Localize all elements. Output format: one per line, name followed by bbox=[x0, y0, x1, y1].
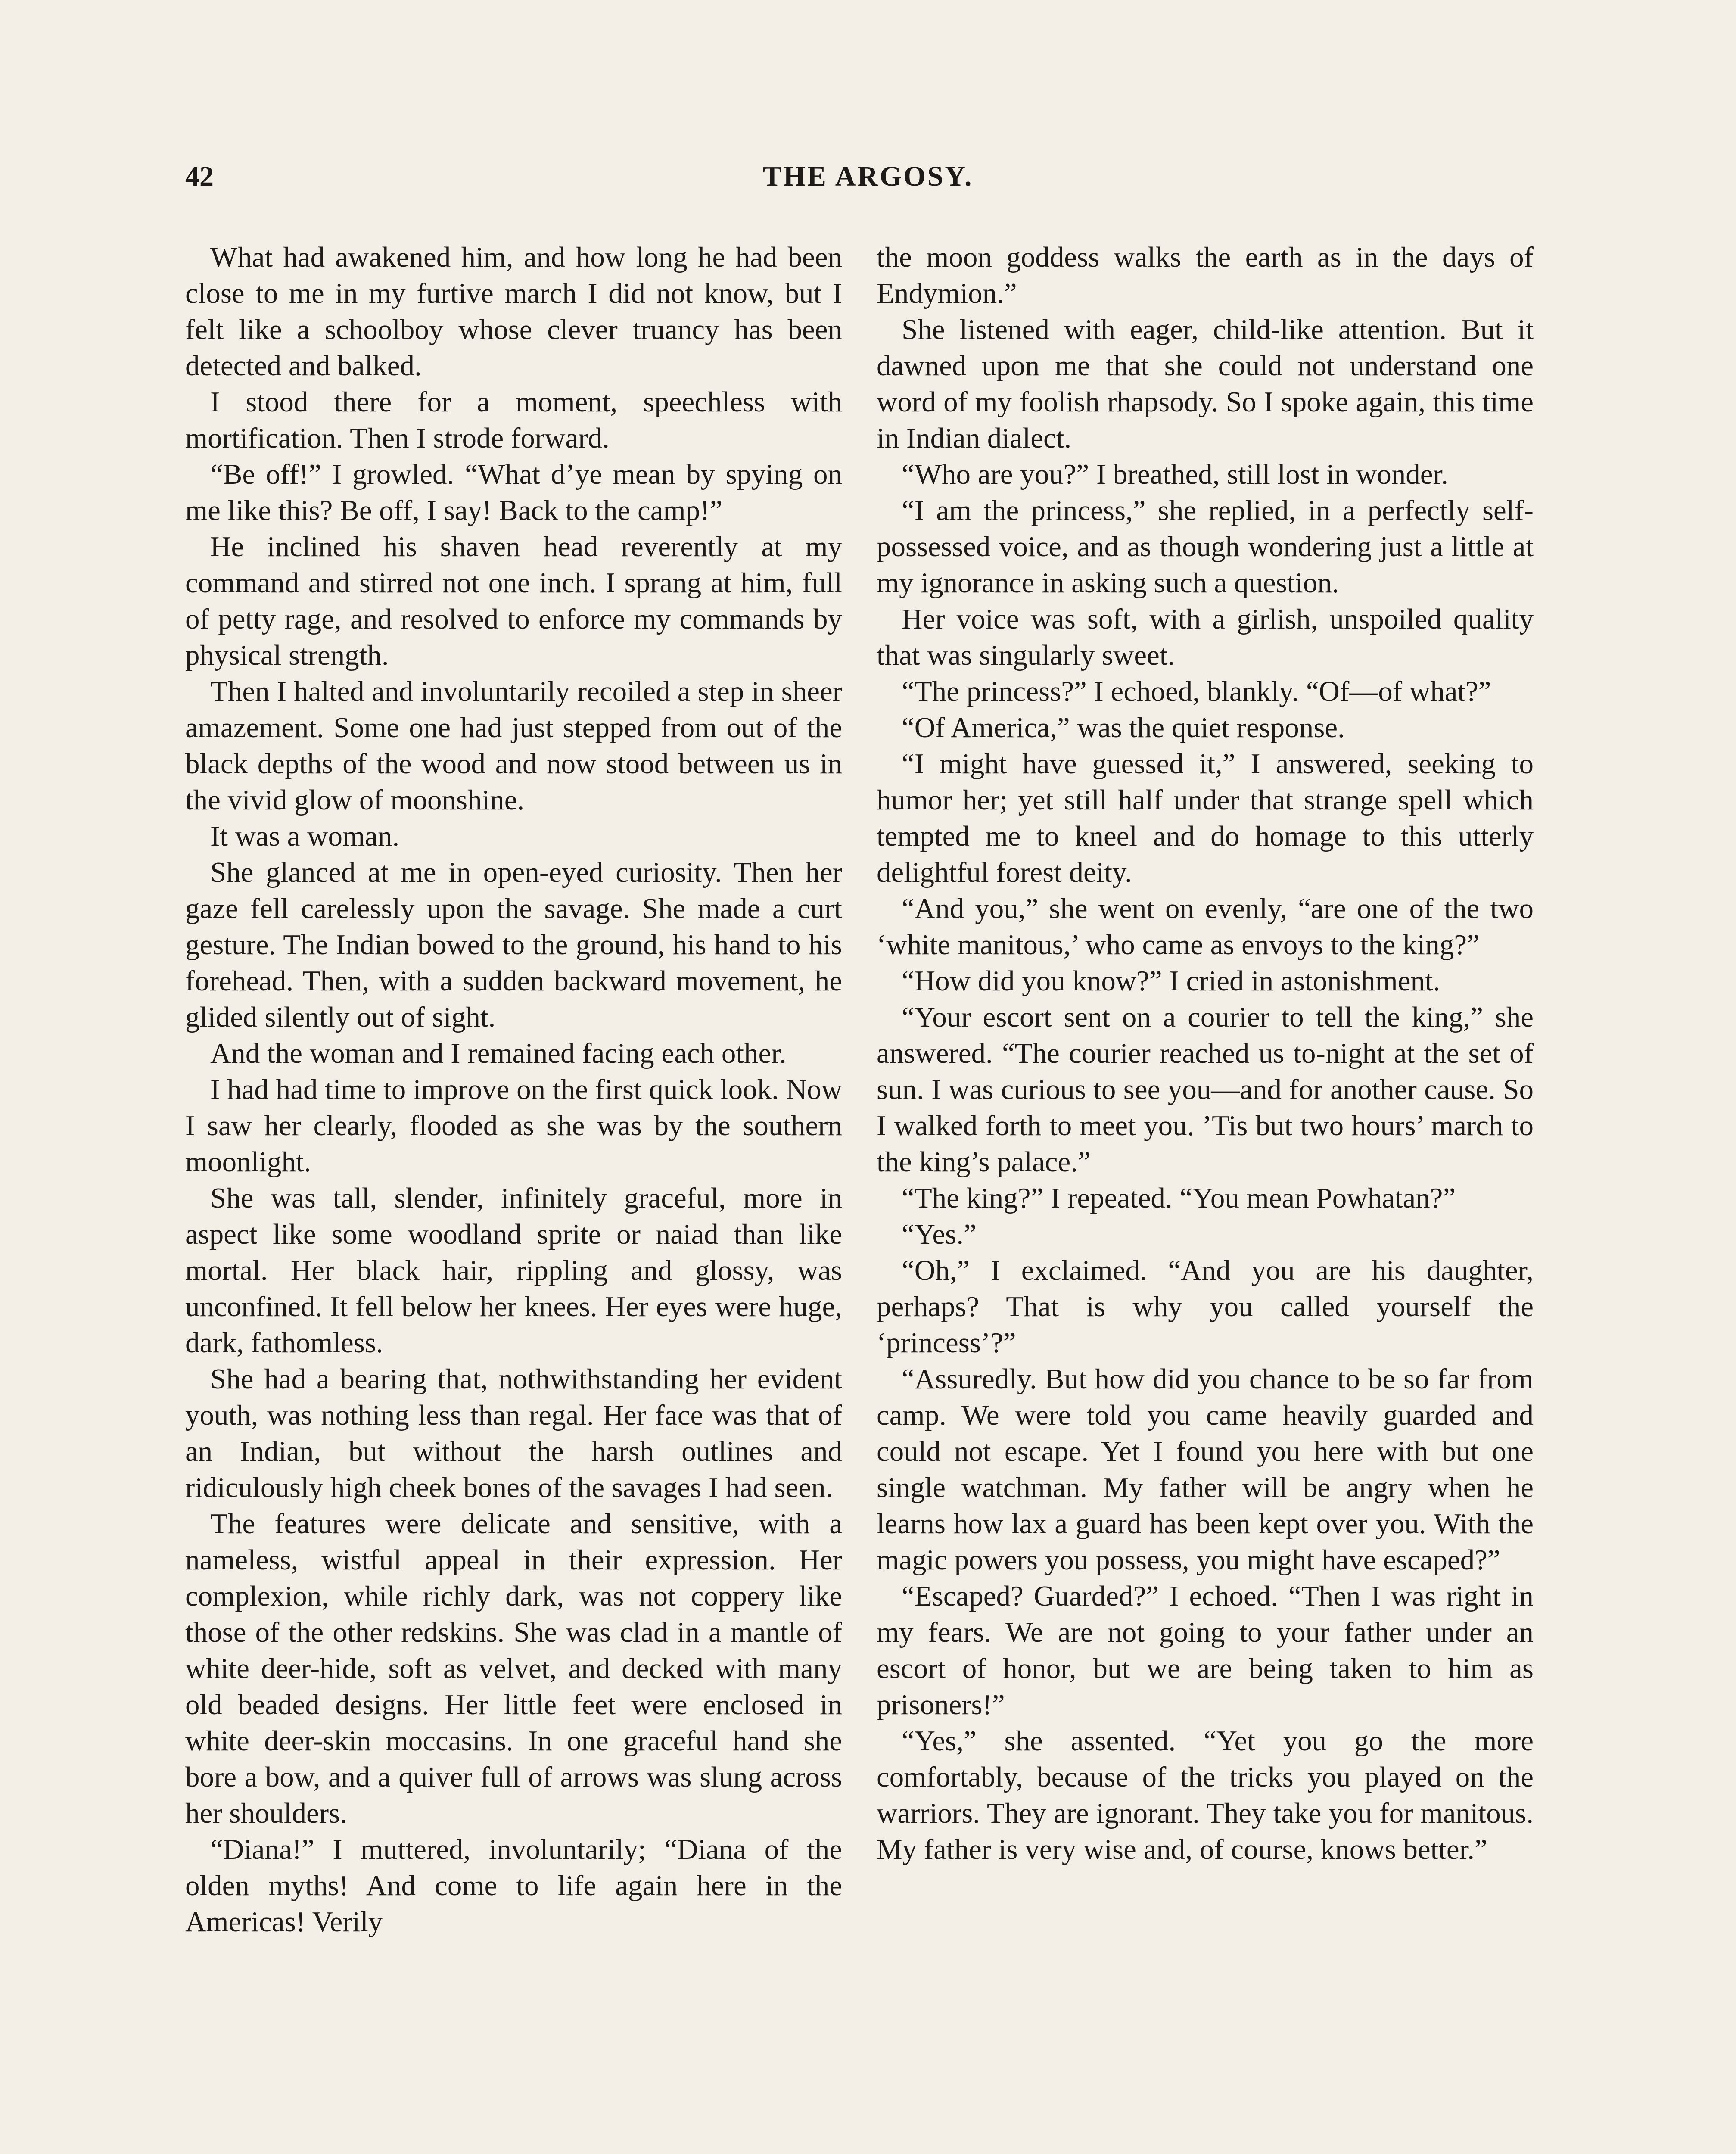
page-number: 42 bbox=[185, 161, 214, 192]
paragraph: “Yes,” she assented. “Yet you go the more comfortably, because of the tricks you played on the warriors. They are ignorant. They take you for manitous. My father is very wise and, of course, knows better.” bbox=[877, 1725, 1534, 1865]
paragraph: I stood there for a moment, speechless with mortification. Then I strode forward. bbox=[185, 386, 842, 454]
paragraph: What had awakened him, and how long he had been close to me in my furtive march I did not know, but I felt like a schoolboy whose clever truancy has been detected and balked. bbox=[185, 241, 842, 382]
paragraph: “The princess?” I echoed, blankly. “Of—of what?” bbox=[902, 675, 1491, 707]
paragraph: “Be off!” I growled. “What d’ye mean by spying on me like this? Be off, I say! Back to the camp!” bbox=[185, 458, 842, 526]
left-column bbox=[185, 239, 842, 1940]
paragraph: She had a bearing that, nothwithstanding her evident youth, was nothing less than regal. Her face was that of an Indian, but without the harsh outlines and ridiculously high cheek bones of the savages I had seen. bbox=[185, 1363, 842, 1503]
paragraph: “Of America,” was the quiet response. bbox=[902, 712, 1345, 744]
right-column bbox=[877, 239, 1534, 1868]
paragraph: “Assuredly. But how did you chance to be so far from camp. We were told you came heavily guarded and could not escape. Yet I found you here with but one single watchman. My father will be angry when he learns how lax a guard has been kept over you. With the magic powers you possess, you might have escaped?” bbox=[877, 1363, 1534, 1576]
paragraph: “Who are you?” I breathed, still lost in wonder. bbox=[902, 458, 1448, 490]
paragraph: She glanced at me in open-eyed curiosity. Then her gaze fell carelessly upon the savage. She made a curt gesture. The Indian bowed to the ground, his hand to his forehead. Then, with a sudden backward movement, he glided silently out of sight. bbox=[185, 856, 842, 1033]
paragraph: Then I halted and involuntarily recoiled a step in sheer amazement. Some one had just stepped from out of the black depths of the wood and now stood between us in the vivid glow of moonshine. bbox=[185, 675, 842, 816]
paragraph: She was tall, slender, infinitely graceful, more in aspect like some woodland sprite or naiad than like mortal. Her black hair, rippling and glossy, was unconfined. It fell below her knees. Her eyes were huge, dark, fathomless. bbox=[185, 1182, 842, 1359]
paragraph: It was a woman. bbox=[210, 820, 400, 852]
paragraph: “Your escort sent on a courier to tell the king,” she answered. “The courier reached us to-night at the set of sun. I was curious to see you—and for another cause. So I walked forth to meet you. ’Tis but two hours’ march to the king’s palace.” bbox=[877, 1001, 1534, 1178]
paragraph: “Yes.” bbox=[902, 1218, 977, 1250]
paragraph: “Diana!” I muttered, involuntarily; “Diana of the olden myths! And come to life again here in the Americas! Verily bbox=[185, 1833, 842, 1938]
paragraph: I had had time to improve on the first quick look. Now I saw her clearly, flooded as she was by the southern moonlight. bbox=[185, 1074, 842, 1178]
paragraph: “The king?” I repeated. “You mean Powhatan?” bbox=[902, 1182, 1456, 1214]
running-title: THE ARGOSY. bbox=[762, 161, 974, 192]
paragraph: “How did you know?” I cried in astonishment. bbox=[902, 965, 1440, 997]
paragraph: The features were delicate and sensitive, with a nameless, wistful appeal in their expression. Her complexion, while richly dark, was not coppery like those of the other redskins. She was clad in a mantle of white deer-hide, soft as velvet, and decked with many old beaded designs. Her little feet were enclosed in white deer-skin moccasins. In one graceful hand she bore a bow, and a quiver full of arrows was slung across her shoulders. bbox=[185, 1508, 842, 1829]
paragraph: “I might have guessed it,” I answered, seeking to humor her; yet still half under that strange spell which tempted me to kneel and do homage to this utterly delightful forest deity. bbox=[877, 748, 1534, 888]
paragraph: “Escaped? Guarded?” I echoed. “Then I was right in my fears. We are not going to your father under an escort of honor, but we are being taken to him as prisoners!” bbox=[877, 1580, 1534, 1721]
page-header bbox=[185, 153, 1551, 200]
paragraph: She listened with eager, child-like attention. But it dawned upon me that she could not understand one word of my foolish rhapsody. So I spoke again, this time in Indian dialect. bbox=[877, 314, 1534, 454]
paragraph: He inclined his shaven head reverently at my command and stirred not one inch. I sprang at him, full of petty rage, and resolved to enforce my commands by physical strength. bbox=[185, 531, 842, 671]
paragraph: And the woman and I remained facing each other. bbox=[210, 1037, 787, 1069]
paragraph: “Oh,” I exclaimed. “And you are his daughter, perhaps? That is why you called yourself the ‘princess’?” bbox=[877, 1254, 1534, 1359]
paragraph: the moon goddess walks the earth as in the days of Endymion.” bbox=[877, 241, 1534, 309]
paragraph: “I am the princess,” she replied, in a perfectly self-possessed voice, and as though wondering just a little at my ignorance in asking such a question. bbox=[877, 495, 1534, 599]
paragraph: Her voice was soft, with a girlish, unspoiled quality that was singularly sweet. bbox=[877, 603, 1534, 671]
paragraph: “And you,” she went on evenly, “are one of the two ‘white manitous,’ who came as envoys to the king?” bbox=[877, 893, 1534, 961]
